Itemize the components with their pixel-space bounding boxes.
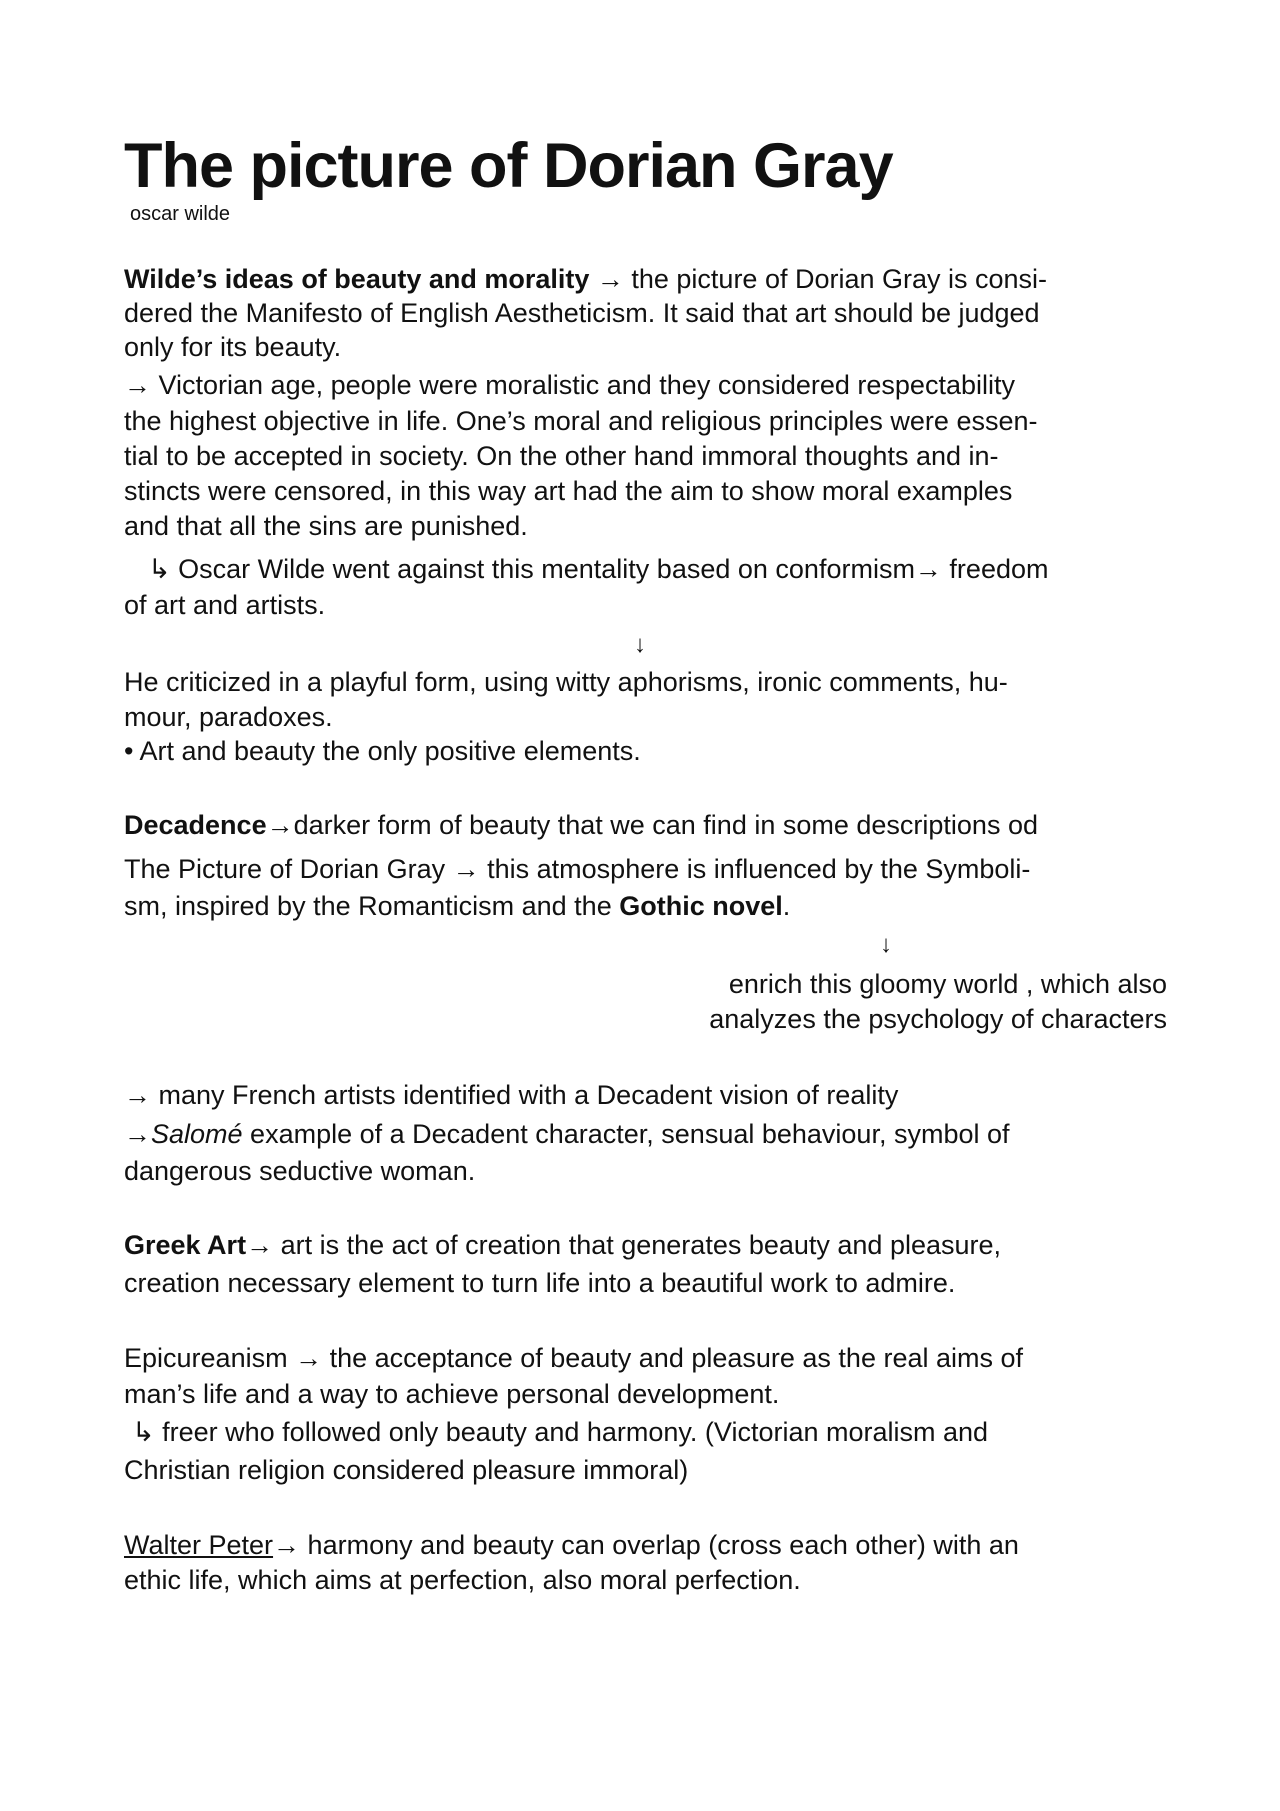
s2-right-line-1: enrich this gloomy world , which also [728, 969, 1167, 999]
gothic-novel: Gothic novel [619, 891, 783, 921]
s1-line-12: mour, paradoxes. [124, 702, 333, 732]
s1-line-13: • Art and beauty the only positive elements. [124, 736, 641, 766]
s3-line-2: →Salomé example of a Decadent character, sensual behaviour, symbol of [124, 1119, 1010, 1149]
walter-peter: Walter Peter [124, 1530, 274, 1560]
s1-line-6: tial to be accepted in society. On the other hand immoral thoughts and in- [124, 441, 999, 471]
s3-line-3: dangerous seductive woman. [124, 1156, 476, 1186]
s4-heading: Greek Art [124, 1230, 247, 1260]
s2-line-1: Decadence→darker form of beauty that we can find in some descriptions od [124, 810, 1038, 840]
s1-line-8: and that all the sins are punished. [124, 511, 528, 541]
s2-line-3: sm, inspired by the Romanticism and the Gothic novel. [124, 891, 791, 921]
s1-heading: Wilde’s ideas of beauty and morality [124, 264, 590, 294]
s1-line-3: only for its beauty. [124, 332, 342, 362]
s1-line-11: He criticized in a playful form, using witty aphorisms, ironic comments, hu- [124, 667, 1008, 697]
s1-line-9: ↳ Oscar Wilde went against this mentality based on conformism→ freedom [148, 554, 1049, 584]
s5-line-4: Christian religion considered pleasure immoral) [124, 1455, 689, 1485]
s2-line-2: The Picture of Dorian Gray → this atmosphere is influenced by the Symboli- [124, 854, 1031, 884]
s2-heading: Decadence [124, 810, 267, 840]
s4-line-2: creation necessary element to turn life into a beautiful work to admire. [124, 1268, 956, 1298]
page-title: The picture of Dorian Gray [124, 131, 893, 201]
s2-right-line-2: analyzes the psychology of characters [709, 1004, 1167, 1034]
s3-line-1: → many French artists identified with a Decadent vision of reality [124, 1080, 899, 1110]
s5-line-1: Epicureanism → the acceptance of beauty and pleasure as the real aims of [124, 1343, 1024, 1373]
s1-line-10: of art and artists. [124, 590, 326, 620]
s1-line-4: → Victorian age, people were moralistic and they considered respectability [124, 370, 1015, 400]
s5-line-3: ↳ freer who followed only beauty and harmony. (Victorian moralism and [132, 1417, 989, 1447]
author: oscar wilde [130, 203, 231, 225]
s5-line-2: man’s life and a way to achieve personal development. [124, 1379, 780, 1409]
s4-line-1: Greek Art→ art is the act of creation that generates beauty and pleasure, [124, 1230, 1002, 1260]
s1-line-5: the highest objective in life. One’s moral and religious principles were essen- [124, 406, 1038, 436]
s6-line-2: ethic life, which aims at perfection, also moral perfection. [124, 1565, 801, 1595]
s6-line-1: Walter Peter→ harmony and beauty can overlap (cross each other) with an [124, 1530, 1019, 1560]
down-arrow-1: ↓ [634, 631, 646, 658]
salome: Salomé [151, 1119, 243, 1149]
s1-line-2: dered the Manifesto of English Aestheticism. It said that art should be judged [124, 298, 1040, 328]
s1-line-1: Wilde’s ideas of beauty and morality → the picture of Dorian Gray is consi- [124, 264, 1048, 294]
s1-line-7: stincts were censored, in this way art had the aim to show moral examples [124, 476, 1013, 506]
down-arrow-2: ↓ [880, 931, 892, 958]
